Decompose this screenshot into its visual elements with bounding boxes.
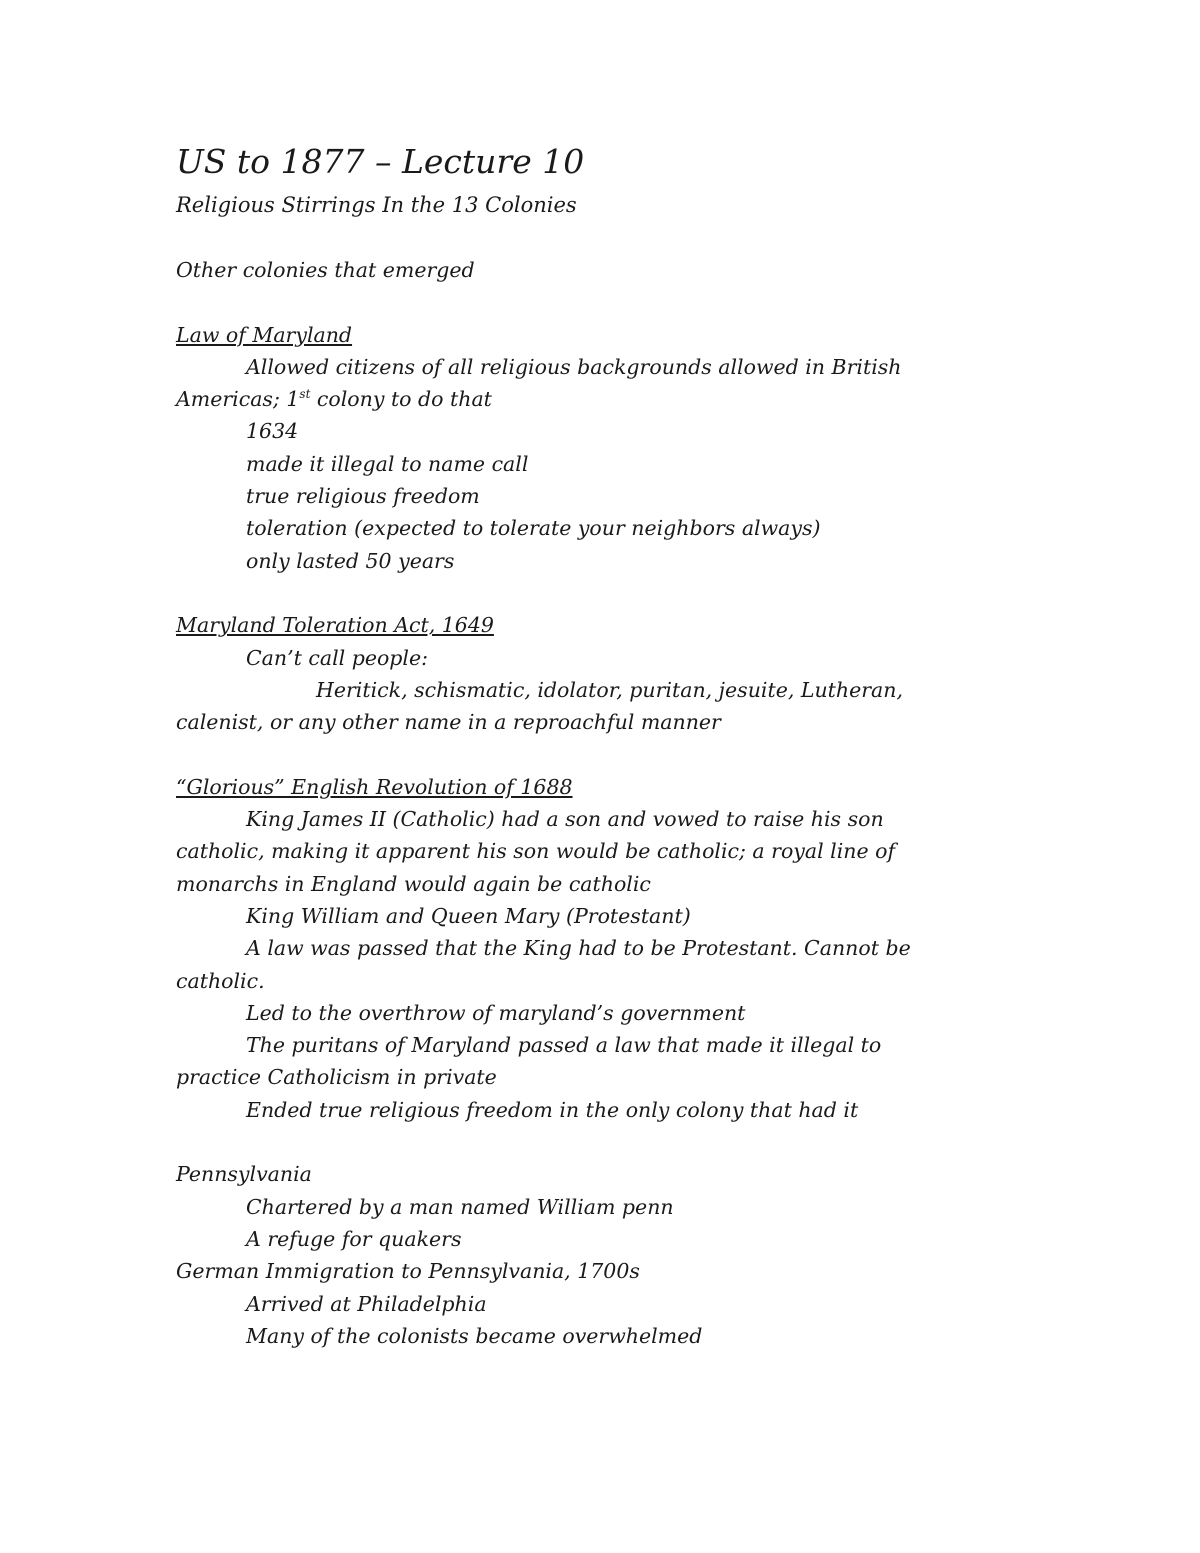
section-heading-law-of-maryland: Law of Maryland bbox=[176, 322, 353, 347]
document-subtitle: Religious Stirrings In the 13 Colonies bbox=[176, 193, 577, 217]
paragraph-line: The puritans of Maryland passed a law that made it illegal to bbox=[246, 1033, 882, 1058]
paragraph-line: Arrived at Philadelphia bbox=[246, 1291, 487, 1316]
document-body bbox=[176, 254, 976, 1352]
list-item: toleration (expected to tolerate your neighbors always) bbox=[246, 516, 821, 541]
paragraph-line: practice Catholicism in private bbox=[176, 1065, 497, 1090]
paragraph-line: Allowed citizens of all religious backgrounds allowed in British bbox=[246, 354, 902, 379]
paragraph-line: King William and Queen Mary (Protestant) bbox=[246, 903, 691, 928]
section-heading-glorious-revolution: “Glorious” English Revolution of 1688 bbox=[176, 774, 573, 799]
paragraph-line: Chartered by a man named William penn bbox=[246, 1194, 674, 1219]
paragraph-line: Americas; 1st colony to do that bbox=[176, 387, 492, 412]
list-item: only lasted 50 years bbox=[246, 548, 455, 573]
paragraph-line: monarchs in England would again be catholic bbox=[176, 871, 651, 896]
section-heading-pennsylvania: Pennsylvania bbox=[176, 1162, 312, 1187]
paragraph-line: Ended true religious freedom in the only colony that had it bbox=[246, 1097, 859, 1122]
list-item: 1634 bbox=[246, 419, 299, 444]
paragraph-line: Heritick, schismatic, idolator, puritan, jesuite, Lutheran, bbox=[316, 677, 903, 702]
paragraph-line: Many of the colonists became overwhelmed bbox=[246, 1323, 703, 1348]
paragraph-line: calenist, or any other name in a reproachful manner bbox=[176, 710, 721, 735]
paragraph-line: catholic, making it apparent his son would be catholic; a royal line of bbox=[176, 839, 896, 864]
document-title: US to 1877 – Lecture 10 bbox=[176, 142, 585, 181]
paragraph-line: catholic. bbox=[176, 968, 265, 993]
paragraph-line: A law was passed that the King had to be Protestant. Cannot be bbox=[246, 936, 911, 961]
list-item: made it illegal to name call bbox=[246, 451, 529, 476]
sub-heading-german-immigration: German Immigration to Pennsylvania, 1700s bbox=[176, 1259, 640, 1284]
list-item: true religious freedom bbox=[246, 484, 480, 509]
intro-line: Other colonies that emerged bbox=[176, 258, 475, 282]
paragraph-line: Can’t call people: bbox=[246, 645, 429, 670]
paragraph-line: Led to the overthrow of maryland’s government bbox=[246, 1000, 746, 1025]
paragraph-line: King James II (Catholic) had a son and vowed to raise his son bbox=[246, 807, 884, 832]
paragraph-line: A refuge for quakers bbox=[246, 1226, 462, 1251]
section-heading-toleration-act: Maryland Toleration Act, 1649 bbox=[176, 613, 494, 638]
